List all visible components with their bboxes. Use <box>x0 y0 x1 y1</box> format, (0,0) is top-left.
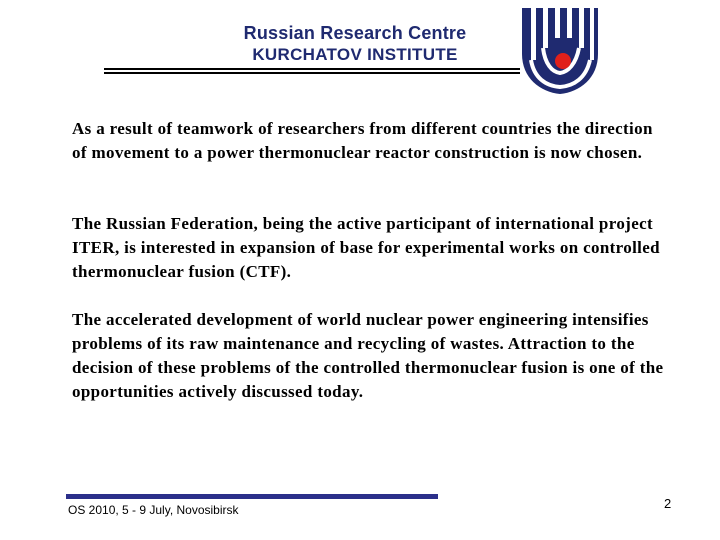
paragraph-2: The Russian Federation, being the active participant of international project ITER, is interested in expansion of base for experimental works on controlled thermonuclear fusion (CTF). <box>72 214 660 281</box>
institute-name-line1: Russian Research Centre <box>243 23 467 43</box>
header-rule-secondary <box>104 72 520 74</box>
page-number: 2 <box>664 496 672 511</box>
footer-conference: OS 2010, 5 - 9 July, Novosibirsk <box>68 503 239 517</box>
footer-rule <box>66 494 438 499</box>
header-rule <box>104 68 520 70</box>
kurchatov-institute-logo-icon <box>518 6 602 96</box>
institute-name-line2: KURCHATOV INSTITUTE <box>252 45 458 64</box>
paragraph-1: As a result of teamwork of researchers from different countries the direction of movement to a power thermonuclear reactor construction is now chosen. <box>72 119 653 162</box>
paragraph-3: The accelerated development of world nuclear power engineering intensifies problems of its raw maintenance and recycling of wastes. Attraction to the decision of these problems of the controlled thermonuclear fusion is one of the opportunities actively discussed today. <box>72 310 664 401</box>
